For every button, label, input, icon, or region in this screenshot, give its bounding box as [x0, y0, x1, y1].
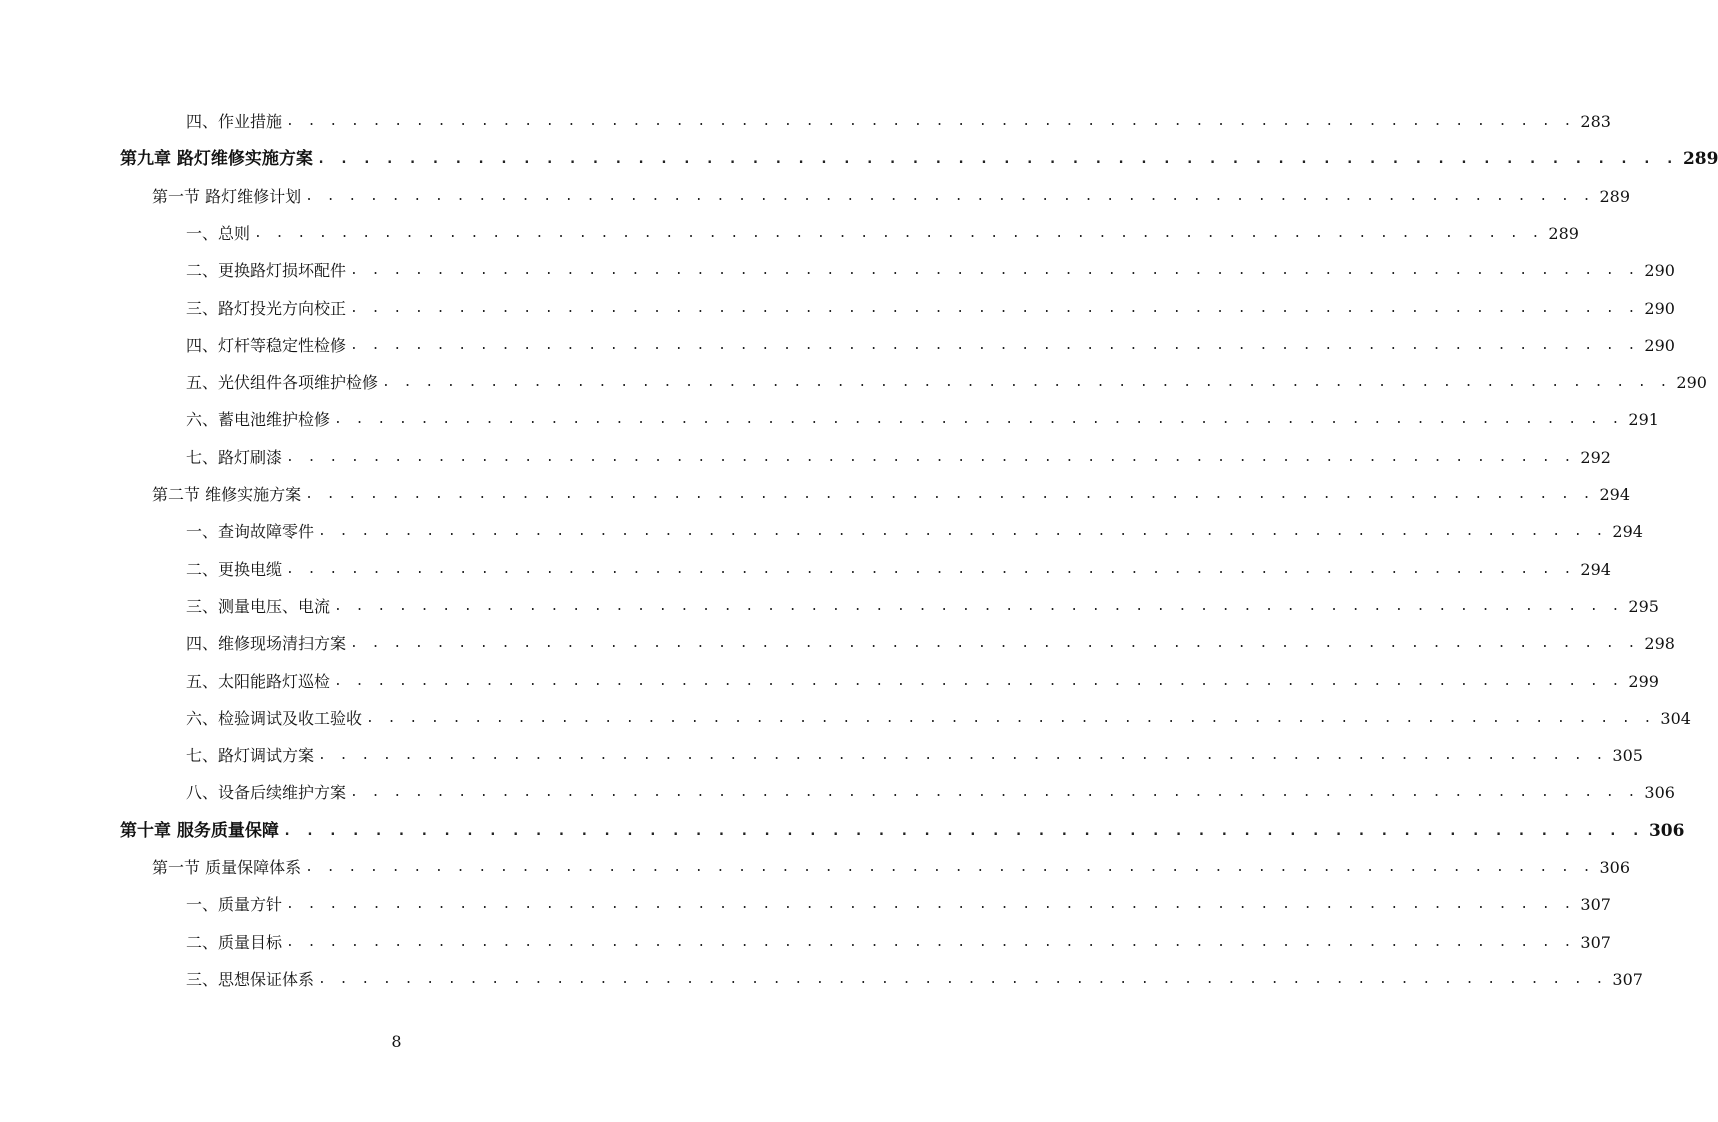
toc-dot-leader: . . . . . . . . . . . . . . . . . . . . . . . . . . . . . . . . . . . . . . . . . . . . . . . . . . . . . . . . . . . . [334, 412, 1623, 428]
toc-item-entry[interactable] [186, 742, 1643, 766]
toc-section-entry[interactable] [152, 481, 1631, 505]
toc-entry-label: 六、蓄电池维护检修 [186, 410, 331, 430]
toc-item-entry[interactable] [186, 108, 1611, 132]
toc-section-entry[interactable] [152, 854, 1631, 878]
toc-entry-page: 291 [1628, 410, 1659, 430]
toc-entry-label: 二、更换电缆 [186, 559, 283, 579]
toc-entry-page: 289 [1599, 186, 1631, 206]
toc-dot-leader: . . . . . . . . . . . . . . . . . . . . . . . . . . . . . . . . . . . . . . . . . . . . . . . . . . . . . . . . . . . . [350, 337, 1639, 353]
toc-entry-page: 298 [1644, 634, 1675, 654]
toc-item-entry[interactable] [186, 705, 1691, 729]
toc-entry-page: 292 [1580, 447, 1611, 467]
toc-entry-label: 二、质量目标 [186, 932, 283, 952]
toc-item-entry[interactable] [186, 220, 1579, 244]
toc-dot-leader: . . . . . . . . . . . . . . . . . . . . . . . . . . . . . . . . . . . . . . . . . . . . . . . . . . . . . . . . . . . . [350, 636, 1639, 652]
toc-entry-label: 四、作业措施 [186, 112, 283, 131]
toc-dot-leader: . . . . . . . . . . . . . . . . . . . . . . . . . . . . . . . . . . . . . . . . . . . . . . . . . . . . . . . . . . . . [286, 561, 1575, 577]
toc-entry-page: 299 [1628, 671, 1659, 691]
toc-dot-leader: . . . . . . . . . . . . . . . . . . . . . . . . . . . . . . . . . . . . . . . . . . . . . . . . . . . . . . . . . . . . [334, 673, 1623, 689]
toc-item-entry[interactable] [186, 332, 1675, 356]
toc-entry-page: 294 [1599, 485, 1631, 504]
toc-item-entry[interactable] [186, 295, 1675, 319]
toc-dot-leader: . . . . . . . . . . . . . . . . . . . . . . . . . . . . . . . . . . . . . . . . . . . . . . . . . . . . . . . . . . . . [350, 785, 1639, 801]
toc-entry-page: 307 [1580, 895, 1611, 915]
toc-entry-page: 294 [1612, 522, 1643, 542]
toc-entry-label: 第一节 路灯维修计划 [152, 186, 302, 206]
toc-entry-label: 七、路灯刷漆 [186, 447, 283, 467]
toc-dot-leader: . . . . . . . . . . . . . . . . . . . . . . . . . . . . . . . . . . . . . . . . . . . . . . . . . . . . . . . . . . . . [318, 748, 1607, 764]
toc-item-entry[interactable] [186, 444, 1611, 468]
toc-entry-page: 305 [1612, 746, 1643, 766]
toc-entry-page: 304 [1660, 708, 1691, 728]
toc-item-entry[interactable] [186, 369, 1707, 393]
toc-dot-leader: . . . . . . . . . . . . . . . . . . . . . . . . . . . . . . . . . . . . . . . . . . . . . . . . . . . . . . . . . . . . [305, 487, 1594, 502]
toc-dot-leader: . . . . . . . . . . . . . . . . . . . . . . . . . . . . . . . . . . . . . . . . . . . . . . . . . . . . . . . . . . . . [316, 151, 1677, 168]
toc-item-entry[interactable] [186, 556, 1611, 580]
toc-entry-page: 306 [1599, 858, 1631, 877]
toc-dot-leader: . . . . . . . . . . . . . . . . . . . . . . . . . . . . . . . . . . . . . . . . . . . . . . . . . . . . . . . . . . . . [350, 263, 1639, 279]
toc-item-entry[interactable] [186, 891, 1611, 915]
toc-entry-label: 五、光伏组件各项维护检修 [186, 373, 379, 393]
toc-entry-page: 283 [1580, 112, 1611, 131]
toc-section-entry[interactable] [152, 183, 1631, 207]
toc-entry-label: 一、质量方针 [186, 895, 283, 915]
toc-entry-page: 307 [1612, 969, 1643, 989]
toc-entry-page: 289 [1682, 149, 1718, 170]
toc-entry-label: 二、更换路灯损坏配件 [186, 261, 347, 281]
toc-entry-page: 306 [1648, 820, 1685, 841]
toc-entry-page: 295 [1628, 596, 1659, 616]
toc-entry-label: 第一节 质量保障体系 [152, 858, 302, 877]
toc-item-entry[interactable] [186, 966, 1643, 990]
toc-entry-label: 一、查询故障零件 [186, 522, 315, 542]
toc-item-entry[interactable] [186, 929, 1611, 953]
toc-dot-leader: . . . . . . . . . . . . . . . . . . . . . . . . . . . . . . . . . . . . . . . . . . . . . . . . . . . . . . . . . . . . [305, 860, 1594, 875]
toc-item-entry[interactable] [186, 406, 1659, 430]
toc-item-entry[interactable] [186, 779, 1675, 803]
toc-item-entry[interactable] [186, 257, 1675, 281]
toc-entry-label: 三、思想保证体系 [186, 969, 315, 989]
toc-entry-page: 289 [1548, 223, 1579, 243]
toc-entry-page: 306 [1644, 783, 1675, 803]
toc-item-entry[interactable] [186, 630, 1675, 654]
toc-entry-label: 四、维修现场清扫方案 [186, 634, 347, 654]
toc-entry-label: 第十章 服务质量保障 [120, 820, 279, 841]
toc-entry-label: 第二节 维修实施方案 [152, 485, 302, 504]
toc-entry-label: 第九章 路灯维修实施方案 [120, 149, 313, 170]
toc-entry-label: 七、路灯调试方案 [186, 746, 315, 766]
toc-dot-leader: . . . . . . . . . . . . . . . . . . . . . . . . . . . . . . . . . . . . . . . . . . . . . . . . . . . . . . . . . . . . [318, 971, 1607, 987]
toc-dot-leader: . . . . . . . . . . . . . . . . . . . . . . . . . . . . . . . . . . . . . . . . . . . . . . . . . . . . . . . . . . . . [305, 188, 1594, 204]
toc-entry-page: 290 [1644, 335, 1675, 355]
toc-entry-page: 290 [1644, 298, 1675, 318]
page-number: 8 [391, 1032, 402, 1051]
toc-dot-leader: . . . . . . . . . . . . . . . . . . . . . . . . . . . . . . . . . . . . . . . . . . . . . . . . . . . . . . . . . . . . [286, 449, 1575, 465]
toc-dot-leader: . . . . . . . . . . . . . . . . . . . . . . . . . . . . . . . . . . . . . . . . . . . . . . . . . . . . . . . . . . . . [286, 897, 1575, 913]
toc-entry-label: 一、总则 [186, 223, 251, 243]
toc-dot-leader: . . . . . . . . . . . . . . . . . . . . . . . . . . . . . . . . . . . . . . . . . . . . . . . . . . . . . . . . . . . . [282, 822, 1643, 839]
toc-entry-label: 四、灯杆等稳定性检修 [186, 335, 347, 355]
toc-dot-leader: . . . . . . . . . . . . . . . . . . . . . . . . . . . . . . . . . . . . . . . . . . . . . . . . . . . . . . . . . . . . [254, 225, 1543, 241]
toc-entry-page: 294 [1580, 559, 1611, 579]
toc-item-entry[interactable] [186, 518, 1643, 542]
toc-entry-label: 三、路灯投光方向校正 [186, 298, 347, 318]
toc-chapter-entry[interactable] [120, 817, 1685, 841]
toc-entry-page: 290 [1644, 261, 1675, 281]
toc-entry-page: 290 [1676, 373, 1707, 393]
toc-item-entry[interactable] [186, 593, 1659, 617]
toc-entry-label: 八、设备后续维护方案 [186, 783, 347, 803]
toc-entry-label: 五、太阳能路灯巡检 [186, 671, 331, 691]
toc-dot-leader: . . . . . . . . . . . . . . . . . . . . . . . . . . . . . . . . . . . . . . . . . . . . . . . . . . . . . . . . . . . . [318, 524, 1607, 540]
toc-entry-label: 三、测量电压、电流 [186, 596, 331, 616]
toc-dot-leader: . . . . . . . . . . . . . . . . . . . . . . . . . . . . . . . . . . . . . . . . . . . . . . . . . . . . . . . . . . . . [334, 598, 1623, 614]
toc-item-entry[interactable] [186, 668, 1659, 692]
toc-chapter-entry[interactable] [120, 145, 1718, 170]
toc-dot-leader: . . . . . . . . . . . . . . . . . . . . . . . . . . . . . . . . . . . . . . . . . . . . . . . . . . . . . . . . . . . . [286, 114, 1575, 129]
toc-dot-leader: . . . . . . . . . . . . . . . . . . . . . . . . . . . . . . . . . . . . . . . . . . . . . . . . . . . . . . . . . . . . [382, 375, 1671, 391]
toc-entry-page: 307 [1580, 932, 1611, 952]
toc-dot-leader: . . . . . . . . . . . . . . . . . . . . . . . . . . . . . . . . . . . . . . . . . . . . . . . . . . . . . . . . . . . . [366, 710, 1655, 726]
toc-dot-leader: . . . . . . . . . . . . . . . . . . . . . . . . . . . . . . . . . . . . . . . . . . . . . . . . . . . . . . . . . . . . [286, 934, 1575, 950]
toc-entry-label: 六、检验调试及收工验收 [186, 708, 363, 728]
toc-dot-leader: . . . . . . . . . . . . . . . . . . . . . . . . . . . . . . . . . . . . . . . . . . . . . . . . . . . . . . . . . . . . [350, 300, 1639, 316]
